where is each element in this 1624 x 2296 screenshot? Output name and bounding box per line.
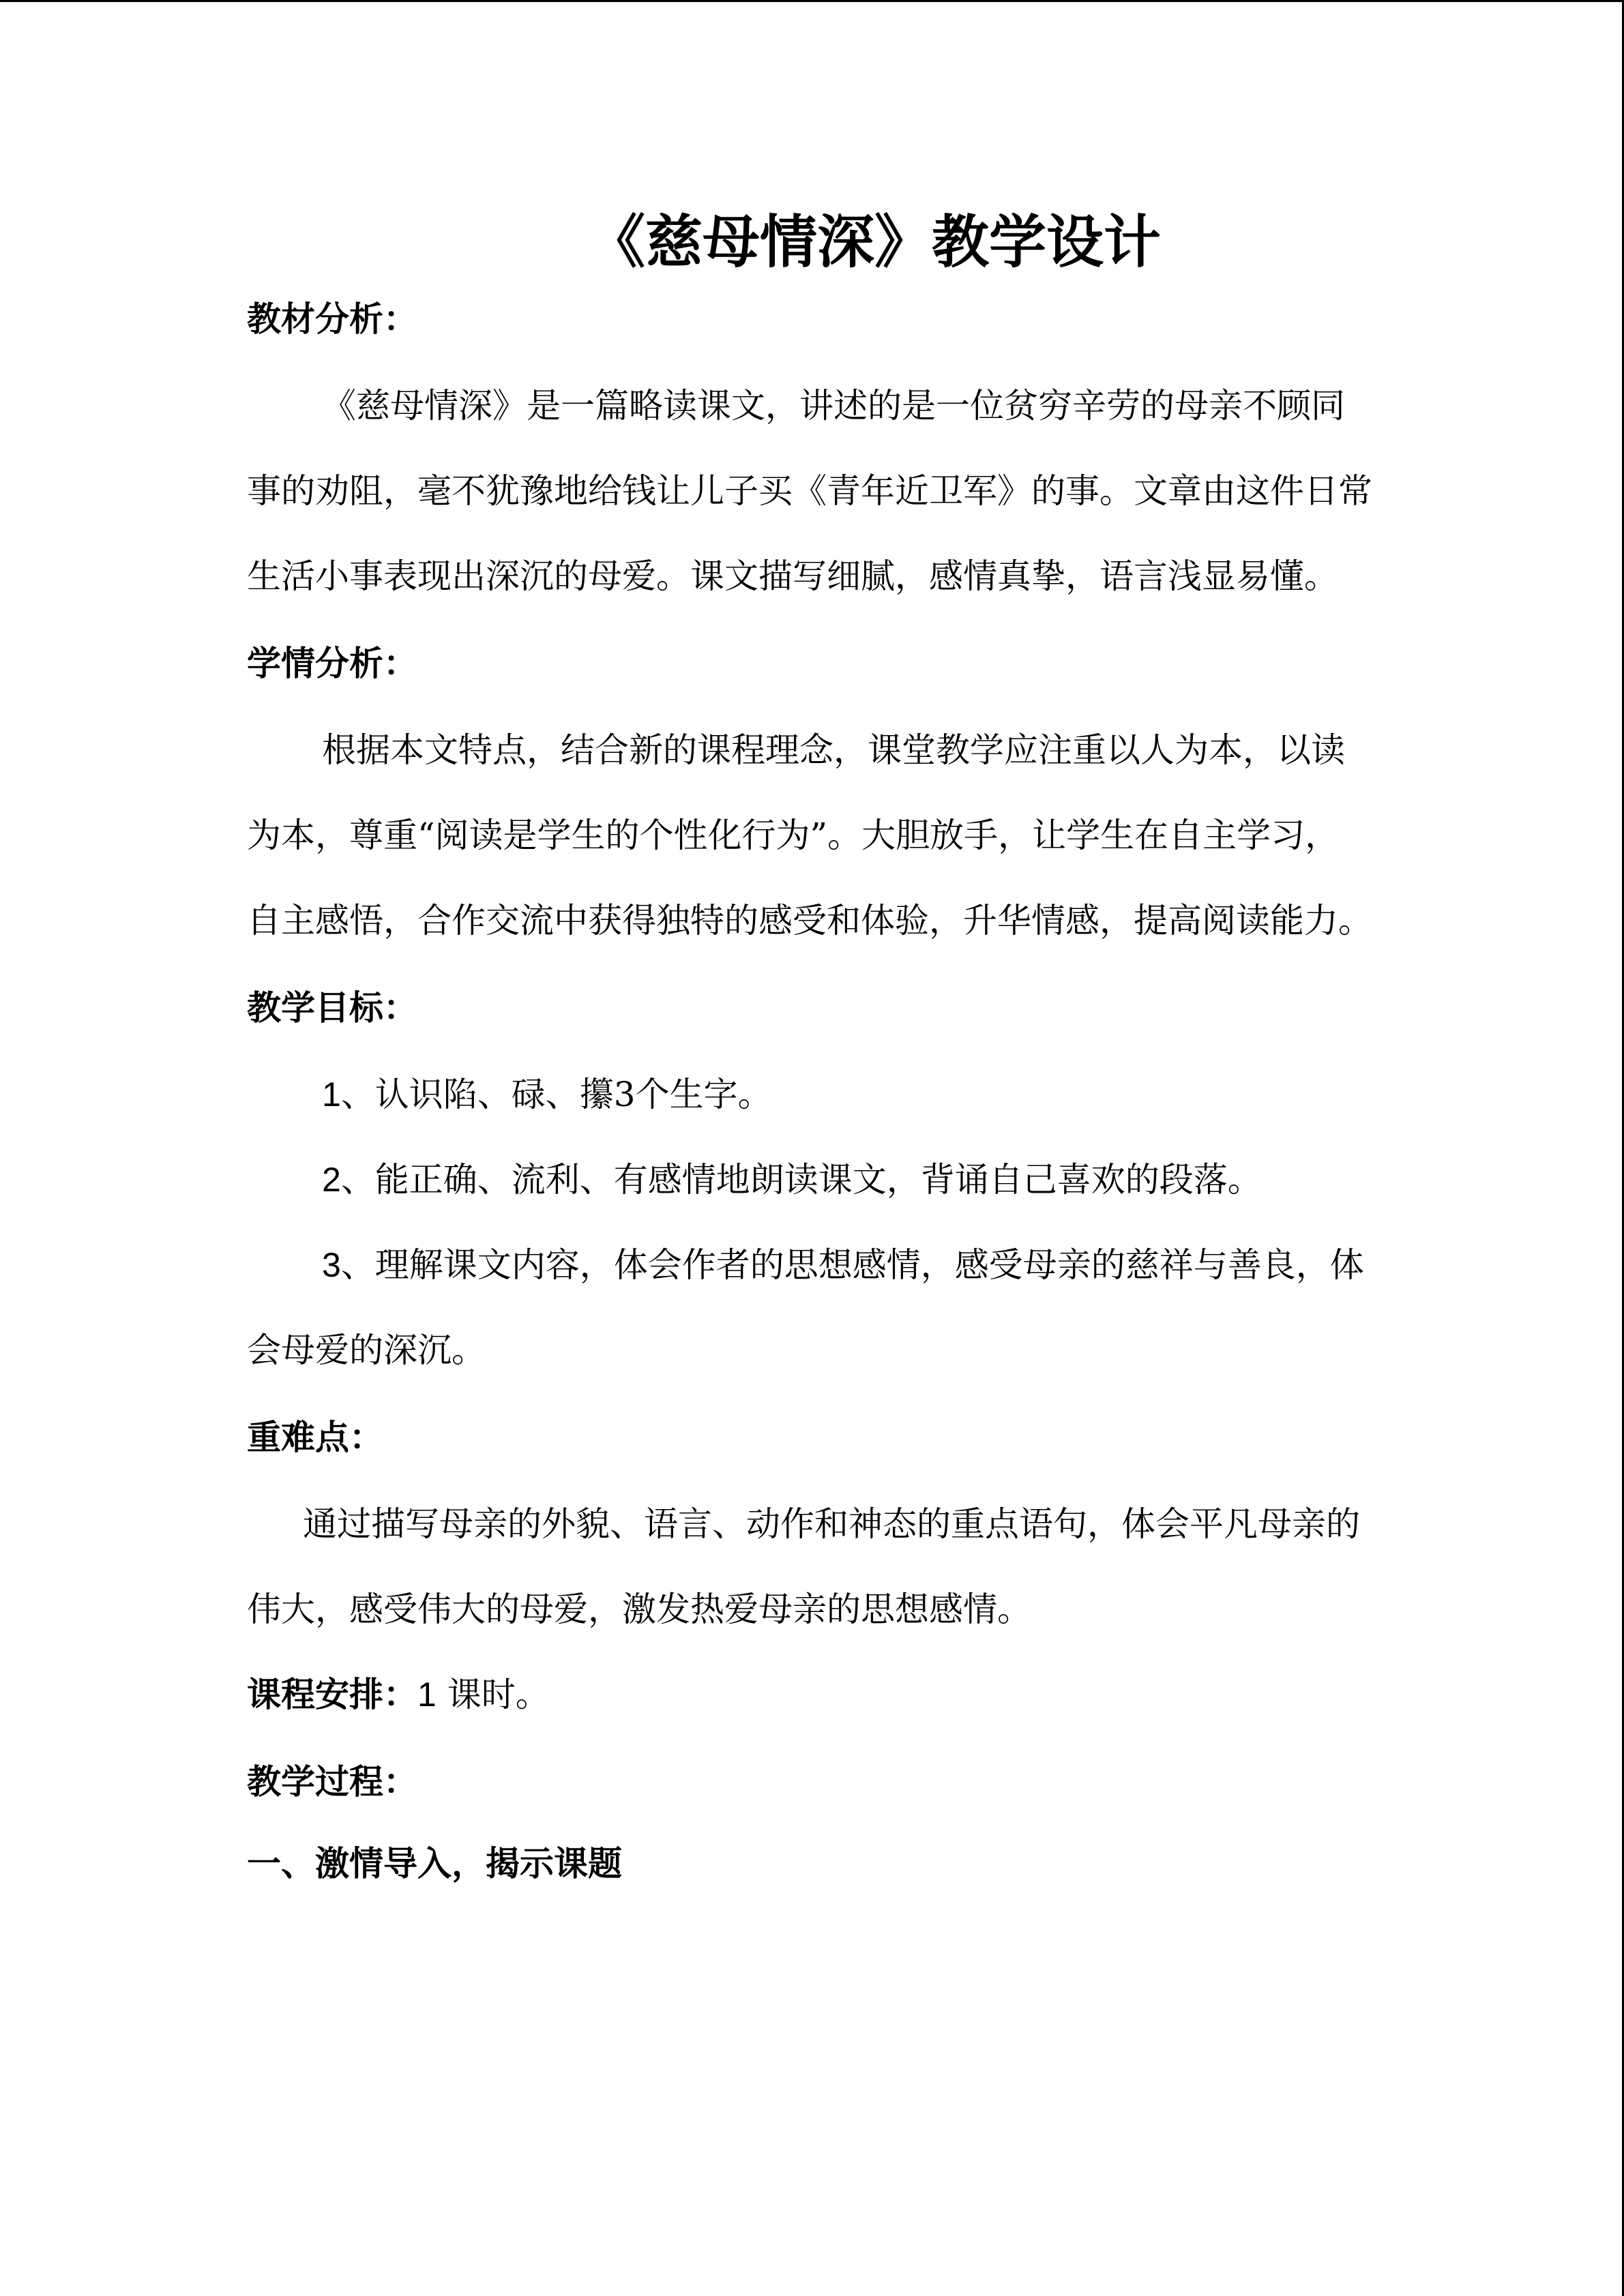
goal-item-2-text: 、能正确、流利、有感情地朗读课文，背诵自己喜欢的段落。 <box>340 1160 1262 1199</box>
student-analysis-text: 根据本文特点，结合新的课程理念，课堂教学应注重以人为本，以读为本，尊重“阅读是学生的个性化行为”。大胆放手，让学生在自主学习，自主感悟，合作交流中获得独特的感受和体验，升华情感，提高阅读能力。 <box>247 730 1372 940</box>
key-points-text: 通过描写母亲的外貌、语言、动作和神态的重点语句，体会平凡母亲的伟大，感受伟大的母爱，激发热爱母亲的思想感情。 <box>247 1504 1360 1629</box>
goal-item-1-number: 1 <box>322 1075 341 1114</box>
document-title: 《慈母情深》教学设计 <box>588 209 1162 275</box>
goal-item-3-number: 3 <box>322 1246 341 1284</box>
goal-item-3-text: 、理解课文内容，体会作者的思想感情，感受母亲的慈祥与善良，体会母爱的深沉。 <box>247 1245 1364 1370</box>
goal-item-1-text: 、认识陷、碌、攥3个生字。 <box>340 1075 772 1114</box>
material-analysis-heading: 教材分析： <box>247 299 417 339</box>
goal-item-2-number: 2 <box>322 1161 341 1199</box>
material-analysis-text: 《慈母情深》是一篇略读课文，讲述的是一位贫穷辛劳的母亲不顾同事的劝阻，毫不犹豫地给钱让儿子买《青年近卫军》的事。文章由这件日常生活小事表现出深沉的母爱。课文描写细腻，感情真挚，语言浅显易懂。 <box>247 386 1372 596</box>
document-body <box>247 198 1372 1891</box>
goal-item-3 <box>247 1223 1372 1393</box>
page-border-top <box>0 0 1624 2</box>
course-schedule-value: 课时。 <box>447 1675 550 1714</box>
course-schedule <box>247 1652 1372 1738</box>
teaching-goals-heading: 教学目标： <box>247 988 417 1028</box>
process-step-1-heading: 一、激情导入，揭示课题 <box>247 1844 622 1883</box>
course-schedule-label: 课程安排： <box>247 1675 417 1714</box>
key-points-heading: 重难点： <box>247 1418 383 1457</box>
student-analysis-heading: 学情分析： <box>247 644 417 683</box>
goal-item-2 <box>247 1137 1372 1223</box>
teaching-process-heading: 教学过程： <box>247 1762 417 1802</box>
goal-item-1 <box>247 1052 1372 1137</box>
course-schedule-number: 1 <box>417 1675 437 1714</box>
